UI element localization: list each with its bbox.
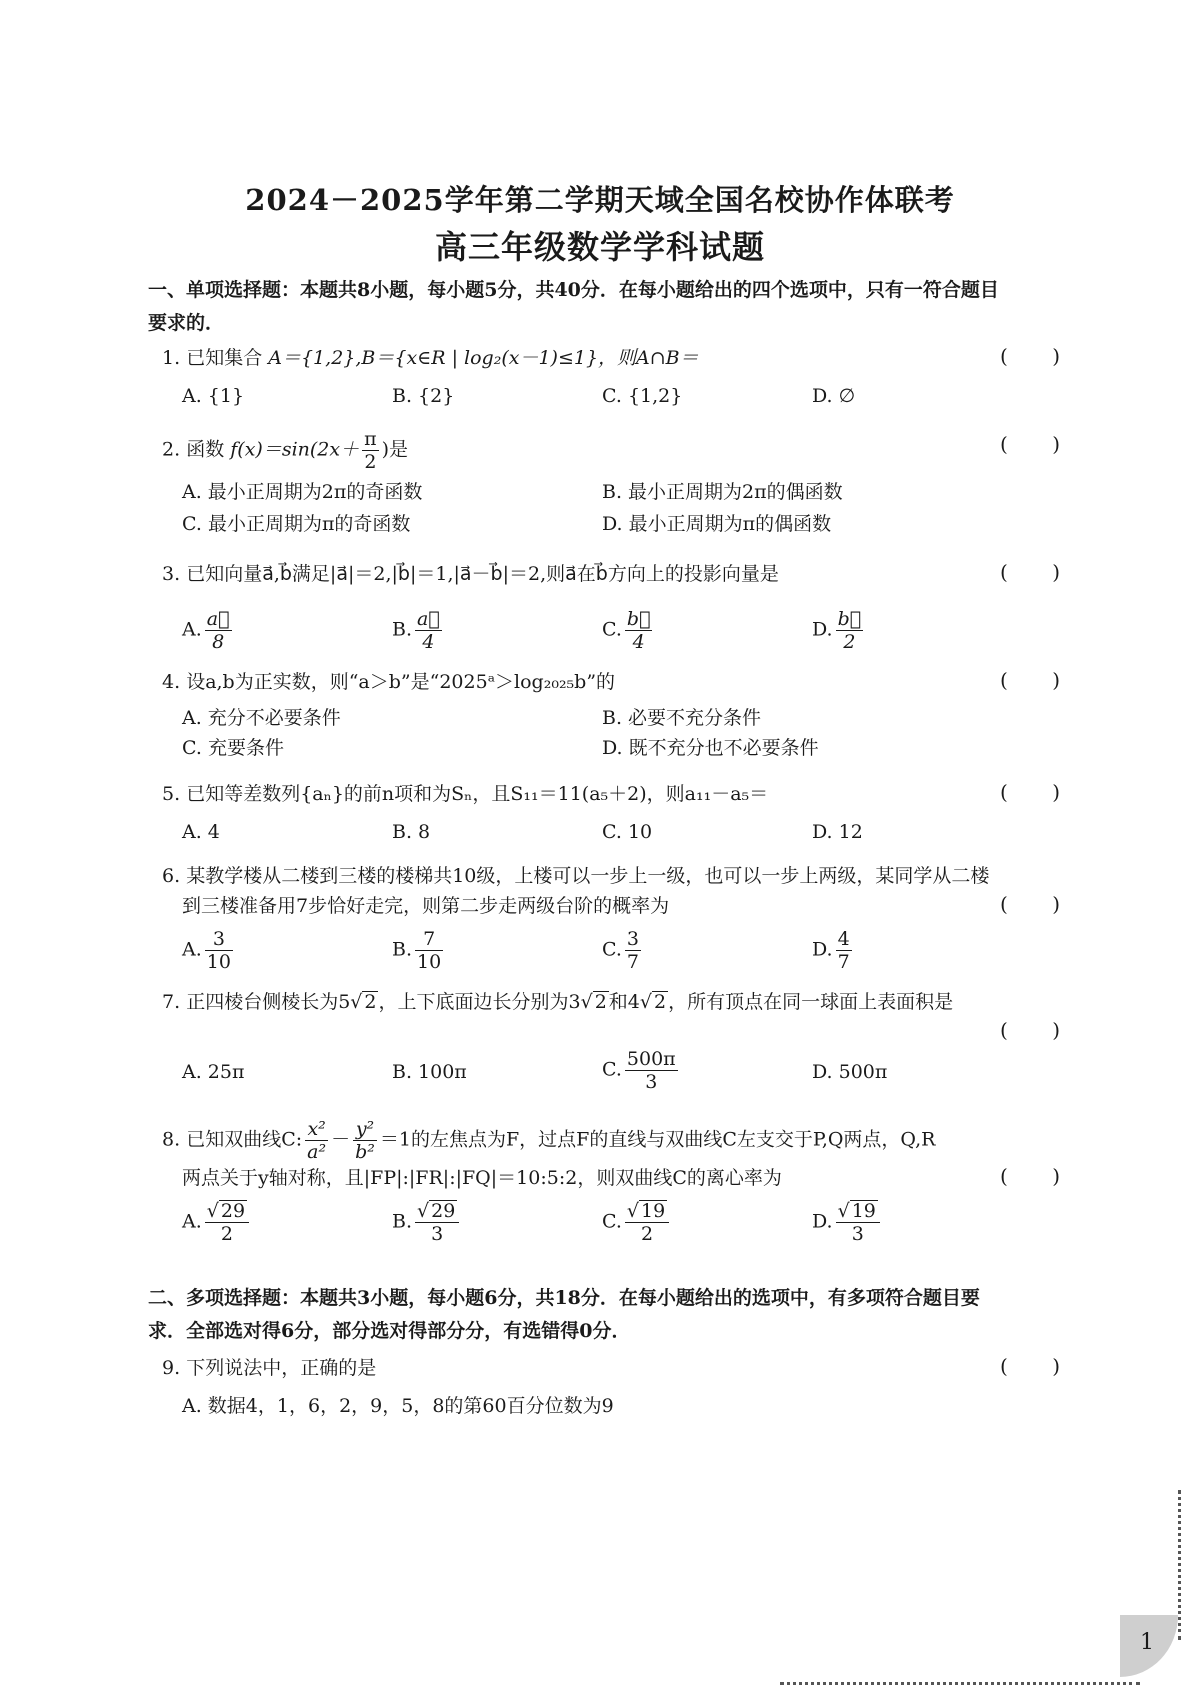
fraction bbox=[625, 1200, 669, 1245]
fraction-numerator: b⃗ bbox=[837, 608, 862, 630]
sqrt-symbol: √ bbox=[639, 991, 652, 1013]
fraction-denominator: 10 bbox=[417, 951, 442, 973]
option-c: C. {1,2} bbox=[602, 385, 683, 407]
fraction-numerator: 7 bbox=[415, 928, 443, 951]
fraction-numerator: 3 bbox=[626, 928, 639, 950]
option-label: C. bbox=[602, 1210, 622, 1233]
option-d: D. ∅ bbox=[812, 385, 856, 407]
option-c: C. 充要条件 bbox=[182, 737, 284, 759]
question-text: 已知等差数列{aₙ}的前n项和为Sₙ，且S₁₁＝11(a₅＋2)，则a₁₁－a₅＝ bbox=[186, 783, 769, 805]
fraction-denominator: 3 bbox=[851, 1223, 864, 1245]
exam-subtitle: 高三年级数学学科试题 bbox=[434, 228, 765, 266]
fraction-numerator: x² bbox=[305, 1118, 328, 1141]
question-text: ，上下底面边长分别为3 bbox=[378, 991, 581, 1013]
fraction-denominator: 2 bbox=[364, 451, 377, 473]
fraction bbox=[353, 1118, 377, 1163]
question-text: ＝1的左焦点为F，过点F的直线与双曲线C左支交于P,Q两点，Q,R bbox=[379, 1128, 936, 1151]
section-1-heading bbox=[148, 274, 1068, 340]
answer-parentheses[interactable]: ( ) bbox=[1000, 780, 1061, 804]
section-1-line2: 要求的． bbox=[148, 312, 225, 334]
fraction-denominator: 7 bbox=[837, 951, 850, 973]
option-a bbox=[182, 608, 235, 653]
option-label: D. bbox=[812, 1210, 833, 1233]
page-number: 1 bbox=[1140, 1630, 1154, 1655]
question-text: 下列说法中，正确的是 bbox=[186, 1357, 377, 1379]
option-label: A. bbox=[182, 938, 202, 961]
question-text: 函数 bbox=[186, 438, 225, 461]
option-d: D. 500π bbox=[812, 1061, 888, 1083]
sqrt-radicand: 19 bbox=[851, 1200, 876, 1222]
dotted-border-horizontal bbox=[780, 1682, 1140, 1687]
fraction-numerator: 500π bbox=[626, 1048, 676, 1070]
option-b bbox=[392, 1200, 462, 1245]
option-d: D. 既不充分也不必要条件 bbox=[602, 737, 819, 759]
question-7 bbox=[162, 988, 1042, 1016]
answer-parentheses[interactable]: ( ) bbox=[1000, 432, 1061, 456]
fraction-numerator: a⃗ bbox=[417, 608, 440, 630]
option-label: A. bbox=[182, 618, 202, 641]
sqrt-radicand: 29 bbox=[431, 1200, 456, 1222]
answer-parentheses[interactable]: ( ) bbox=[1000, 1164, 1061, 1188]
fraction bbox=[305, 1118, 328, 1163]
question-text: 已知双曲线C: bbox=[186, 1128, 303, 1151]
fraction bbox=[415, 608, 442, 653]
question-number: 9. bbox=[162, 1357, 181, 1379]
option-a: A. 4 bbox=[182, 821, 220, 843]
fraction-numerator: 3 bbox=[205, 928, 233, 951]
option-c bbox=[602, 1200, 672, 1245]
section-2-line2: 求．全部选对得6分，部分选对得部分分，有选错得0分． bbox=[148, 1320, 631, 1342]
option-c: C. 最小正周期为π的奇函数 bbox=[182, 513, 411, 535]
fraction-numerator: a⃗ bbox=[206, 608, 230, 630]
question-2 bbox=[162, 428, 1042, 473]
question-6 bbox=[162, 862, 1042, 890]
question-9 bbox=[162, 1354, 1042, 1382]
option-label: B. bbox=[392, 938, 413, 961]
fraction-denominator: 2 bbox=[220, 1223, 233, 1245]
section-1-line1: 一、单项选择题：本题共8小题，每小题5分，共40分．在每小题给出的四个选项中，只有一符合题目 bbox=[148, 279, 999, 301]
option-label: B. bbox=[392, 618, 413, 641]
question-5 bbox=[162, 780, 1042, 808]
option-c bbox=[602, 608, 655, 653]
fraction-denominator: 8 bbox=[212, 631, 225, 653]
option-label: B. bbox=[392, 1210, 413, 1233]
fraction-denominator: 3 bbox=[431, 1223, 444, 1245]
option-a bbox=[182, 928, 236, 973]
question-number: 5. bbox=[162, 783, 181, 805]
sqrt-radicand: 2 bbox=[364, 991, 377, 1013]
question-text: 某教学楼从二楼到三楼的楼梯共10级，上楼可以一步上一级，也可以一步上两级，某同学从二楼 bbox=[186, 865, 990, 887]
fraction-numerator: y² bbox=[353, 1118, 377, 1141]
option-c: C. 10 bbox=[602, 821, 653, 843]
option-a: A. 25π bbox=[182, 1061, 245, 1083]
sqrt-radicand: 2 bbox=[653, 991, 667, 1013]
question-expression: f(x)＝sin(2x＋ bbox=[230, 438, 360, 461]
fraction bbox=[362, 428, 379, 473]
section-2-line1: 二、多项选择题：本题共3小题，每小题6分，共18分．在每小题给出的选项中，有多项符合题目要 bbox=[148, 1287, 980, 1309]
sqrt-radicand: 29 bbox=[220, 1200, 246, 1222]
option-d: D. 最小正周期为π的偶函数 bbox=[602, 513, 832, 535]
fraction-denominator: 3 bbox=[645, 1071, 658, 1093]
answer-parentheses[interactable]: ( ) bbox=[1000, 560, 1061, 584]
question-6-line2: 到三楼准备用7步恰好走完，则第二步走两级台阶的概率为 bbox=[182, 895, 670, 917]
answer-parentheses[interactable]: ( ) bbox=[1000, 892, 1061, 916]
fraction-numerator: √ 29 bbox=[205, 1200, 249, 1223]
fraction bbox=[625, 928, 641, 973]
option-label: D. bbox=[812, 938, 833, 961]
minus-sign: － bbox=[331, 1128, 351, 1151]
question-number: 7. bbox=[162, 991, 181, 1013]
fraction-numerator: √ 19 bbox=[836, 1200, 880, 1223]
question-text: 已知集合 bbox=[186, 347, 263, 369]
exam-title: 2024－2025学年第二学期天域全国名校协作体联考 bbox=[245, 183, 955, 217]
question-text: 已知向量a⃗,b⃗满足|a⃗|＝2,|b⃗|＝1,|a⃗－b⃗|＝2,则a⃗在b⃗方向上的投影向量是 bbox=[186, 563, 779, 585]
fraction bbox=[625, 1048, 678, 1093]
option-b: B. 100π bbox=[392, 1061, 467, 1083]
question-number: 4. bbox=[162, 671, 181, 693]
option-c bbox=[602, 928, 644, 973]
answer-parentheses[interactable]: ( ) bbox=[1000, 1018, 1061, 1042]
fraction-numerator: π bbox=[364, 428, 377, 450]
question-number: 8. bbox=[162, 1128, 181, 1151]
fraction-denominator: 7 bbox=[626, 951, 639, 973]
fraction bbox=[415, 1200, 459, 1245]
dotted-border-vertical bbox=[1178, 1490, 1183, 1640]
option-label: D. bbox=[812, 618, 833, 641]
option-a bbox=[182, 1200, 252, 1245]
question-4 bbox=[162, 668, 1042, 696]
option-b: B. 8 bbox=[392, 821, 431, 843]
question-1 bbox=[162, 344, 1042, 372]
option-d bbox=[812, 1200, 883, 1245]
sqrt-symbol: √ bbox=[350, 991, 363, 1013]
answer-parentheses[interactable]: ( ) bbox=[1000, 668, 1061, 692]
question-number: 1. bbox=[162, 347, 181, 369]
fraction-denominator: a² bbox=[307, 1141, 327, 1163]
fraction bbox=[836, 608, 864, 653]
option-label: C. bbox=[602, 938, 622, 961]
sqrt-radicand: 19 bbox=[641, 1200, 666, 1222]
question-number: 6. bbox=[162, 865, 181, 887]
option-b: B. 必要不充分条件 bbox=[602, 707, 762, 729]
fraction-denominator: 10 bbox=[206, 951, 231, 973]
option-d bbox=[812, 928, 855, 973]
option-c bbox=[602, 1048, 681, 1093]
fraction bbox=[836, 928, 852, 973]
option-a: A. 最小正周期为2π的奇函数 bbox=[182, 481, 423, 503]
fraction-numerator: 4 bbox=[837, 928, 850, 950]
option-b: B. 最小正周期为2π的偶函数 bbox=[602, 481, 843, 503]
question-number: 2. bbox=[162, 438, 181, 461]
fraction-denominator: 2 bbox=[641, 1223, 654, 1245]
option-label: C. bbox=[602, 618, 622, 641]
option-d bbox=[812, 608, 866, 653]
option-label: A. bbox=[182, 1210, 202, 1233]
answer-parentheses[interactable]: ( ) bbox=[1000, 1354, 1061, 1378]
fraction-denominator: 2 bbox=[843, 631, 856, 653]
question-expression-end: )是 bbox=[381, 438, 409, 461]
option-a: A. 数据4，1，6，2，9，5，8的第60百分位数为9 bbox=[182, 1395, 614, 1417]
question-text: ，所有顶点在同一球面上表面积是 bbox=[668, 991, 954, 1013]
question-text: 设a,b为正实数，则“a＞b”是“2025ᵃ＞log₂₀₂₅b”的 bbox=[186, 671, 616, 693]
option-label: C. bbox=[602, 1058, 622, 1081]
question-8 bbox=[162, 1118, 1042, 1163]
fraction bbox=[205, 928, 233, 973]
question-8-line2: 两点关于y轴对称，且|FP|:|FR|:|FQ|＝10:5:2，则双曲线C的离心率为 bbox=[182, 1167, 782, 1189]
fraction-numerator: b⃗ bbox=[626, 608, 651, 630]
option-b bbox=[392, 608, 445, 653]
fraction bbox=[625, 608, 653, 653]
question-text: 正四棱台侧棱长为5 bbox=[186, 991, 351, 1013]
sqrt-radicand: 2 bbox=[594, 991, 607, 1013]
fraction-denominator: 4 bbox=[422, 631, 435, 653]
section-2-heading bbox=[148, 1282, 1068, 1348]
sqrt-symbol: √ bbox=[580, 991, 593, 1013]
fraction bbox=[205, 1200, 249, 1245]
option-d: D. 12 bbox=[812, 821, 863, 843]
option-a: A. 充分不必要条件 bbox=[182, 707, 341, 729]
question-number: 3. bbox=[162, 563, 181, 585]
question-text: 和4 bbox=[608, 991, 640, 1013]
fraction bbox=[415, 928, 443, 973]
question-expression: A＝{1,2},B＝{x∈R | log₂(x－1)≤1}，则A∩B＝ bbox=[268, 347, 699, 369]
fraction-numerator: √ 29 bbox=[415, 1200, 459, 1223]
option-b bbox=[392, 928, 446, 973]
fraction-numerator: √ 19 bbox=[625, 1200, 669, 1223]
option-b: B. {2} bbox=[392, 385, 455, 407]
option-a: A. {1} bbox=[182, 385, 245, 407]
fraction-denominator: 4 bbox=[632, 631, 645, 653]
question-3 bbox=[162, 560, 1042, 588]
fraction bbox=[205, 608, 232, 653]
fraction-denominator: b² bbox=[355, 1141, 375, 1163]
answer-parentheses[interactable]: ( ) bbox=[1000, 344, 1061, 368]
fraction bbox=[836, 1200, 880, 1245]
